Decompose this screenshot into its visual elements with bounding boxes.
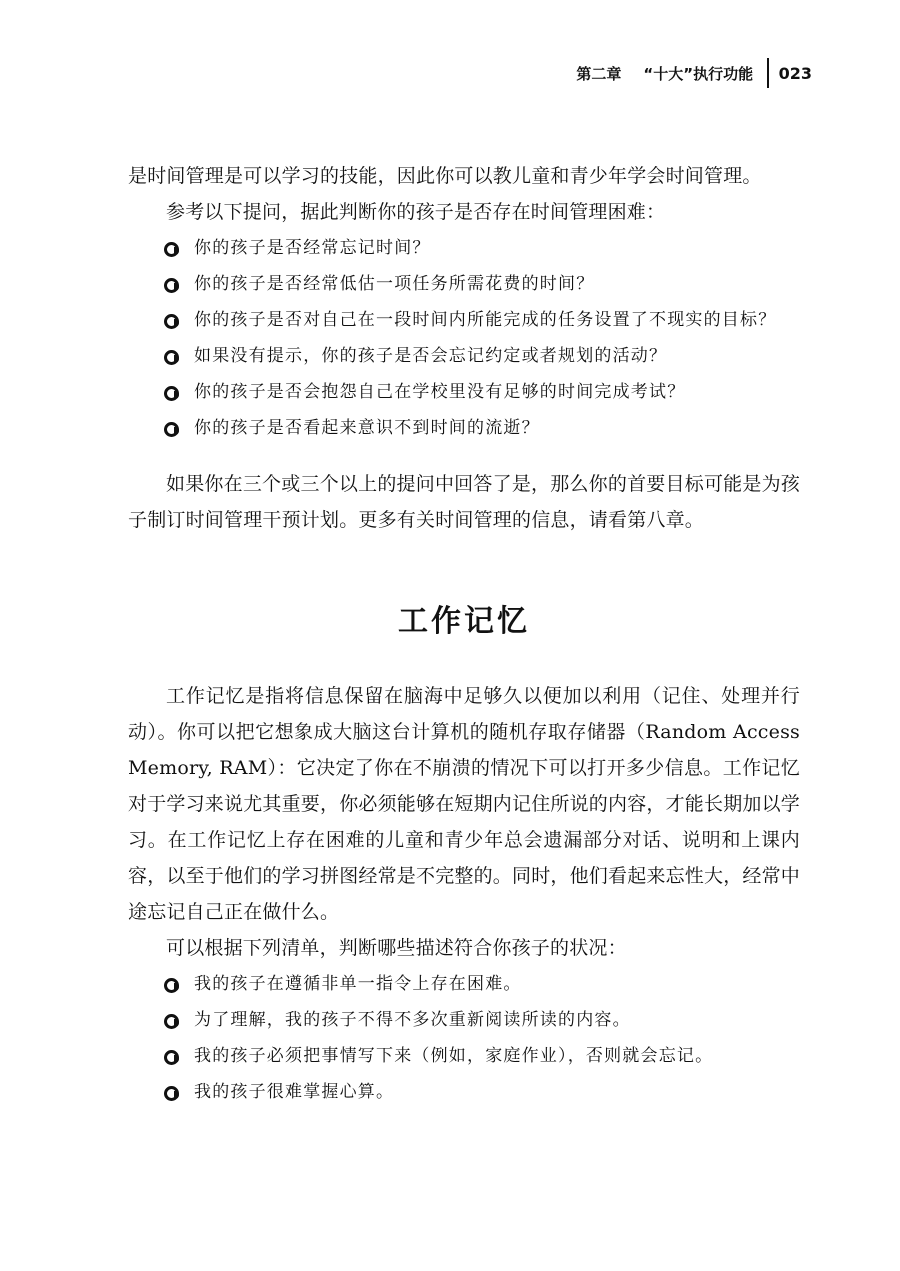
checkbox-bullet-icon bbox=[164, 1050, 179, 1065]
list-item bbox=[164, 374, 800, 410]
list-item-text: 你的孩子是否看起来意识不到时间的流逝？ bbox=[194, 418, 540, 438]
list-item-text: 我的孩子在遵循非单一指令上存在困难。 bbox=[194, 974, 522, 994]
header-divider bbox=[767, 58, 769, 88]
checkbox-bullet-icon bbox=[164, 422, 179, 437]
chapter-title: “十大”执行功能 bbox=[643, 64, 754, 83]
checkbox-bullet-icon bbox=[164, 314, 179, 329]
list-item-text: 你的孩子是否对自己在一段时间内所能完成的任务设置了不现实的目标？ bbox=[194, 310, 777, 330]
list-item-text: 我的孩子必须把事情写下来（例如，家庭作业），否则就会忘记。 bbox=[194, 1046, 714, 1066]
list-item bbox=[164, 1074, 800, 1110]
page-body bbox=[128, 158, 800, 1110]
checkbox-bullet-icon bbox=[164, 1014, 179, 1029]
list-item-text: 你的孩子是否经常低估一项任务所需花费的时间？ bbox=[194, 274, 595, 294]
checklist-prompt-time: 参考以下提问，据此判断你的孩子是否存在时间管理困难： bbox=[166, 201, 666, 223]
list-item-text: 你的孩子是否会抱怨自己在学校里没有足够的时间完成考试？ bbox=[194, 382, 686, 402]
running-header bbox=[576, 58, 812, 88]
list-item-text: 为了理解，我的孩子不得不多次重新阅读所读的内容。 bbox=[194, 1010, 631, 1030]
list-item-text: 你的孩子是否经常忘记时间？ bbox=[194, 238, 431, 258]
list-item-text: 如果没有提示，你的孩子是否会忘记约定或者规划的活动？ bbox=[194, 346, 668, 366]
section-heading: 工作记忆 bbox=[398, 604, 530, 639]
list-item bbox=[164, 302, 800, 338]
page-number: 023 bbox=[778, 63, 812, 83]
list-item bbox=[164, 410, 800, 446]
checkbox-bullet-icon bbox=[164, 350, 179, 365]
list-item bbox=[164, 338, 800, 374]
chapter-label: 第二章 bbox=[576, 64, 622, 83]
checkbox-bullet-icon bbox=[164, 978, 179, 993]
checkbox-bullet-icon bbox=[164, 278, 179, 293]
time-management-checklist bbox=[128, 230, 800, 446]
checkbox-bullet-icon bbox=[164, 242, 179, 257]
list-item bbox=[164, 1002, 800, 1038]
list-item bbox=[164, 1038, 800, 1074]
list-item bbox=[164, 966, 800, 1002]
working-memory-paragraph: 工作记忆是指将信息保留在脑海中足够久以便加以利用（记住、处理并行动）。你可以把它想象成大脑这台计算机的随机存取存储器（Random Access Memory, RAM）：它决定了你在不崩溃的情况下可以打开多少信息。工作记忆对于学习来说尤其重要，你必须能够在短期内记住所说的内容，才能长期加以学习。在工作记忆上存在困难的儿童和青少年总会遗漏部分对话、说明和上课内容，以至于他们的学习拼图经常是不完整的。同时，他们看起来忘性大，经常中途忘记自己正在做什么。 bbox=[128, 685, 801, 923]
list-item bbox=[164, 266, 800, 302]
checkbox-bullet-icon bbox=[164, 386, 179, 401]
checkbox-bullet-icon bbox=[164, 1086, 179, 1101]
checklist-prompt-memory: 可以根据下列清单，判断哪些描述符合你孩子的状况： bbox=[166, 937, 627, 959]
conclusion-paragraph: 如果你在三个或三个以上的提问中回答了是，那么你的首要目标可能是为孩子制订时间管理干预计划。更多有关时间管理的信息，请看第八章。 bbox=[128, 473, 800, 531]
continued-paragraph: 是时间管理是可以学习的技能，因此你可以教儿童和青少年学会时间管理。 bbox=[128, 165, 762, 187]
list-item bbox=[164, 230, 800, 266]
working-memory-checklist bbox=[128, 966, 800, 1110]
list-item-text: 我的孩子很难掌握心算。 bbox=[194, 1082, 395, 1102]
